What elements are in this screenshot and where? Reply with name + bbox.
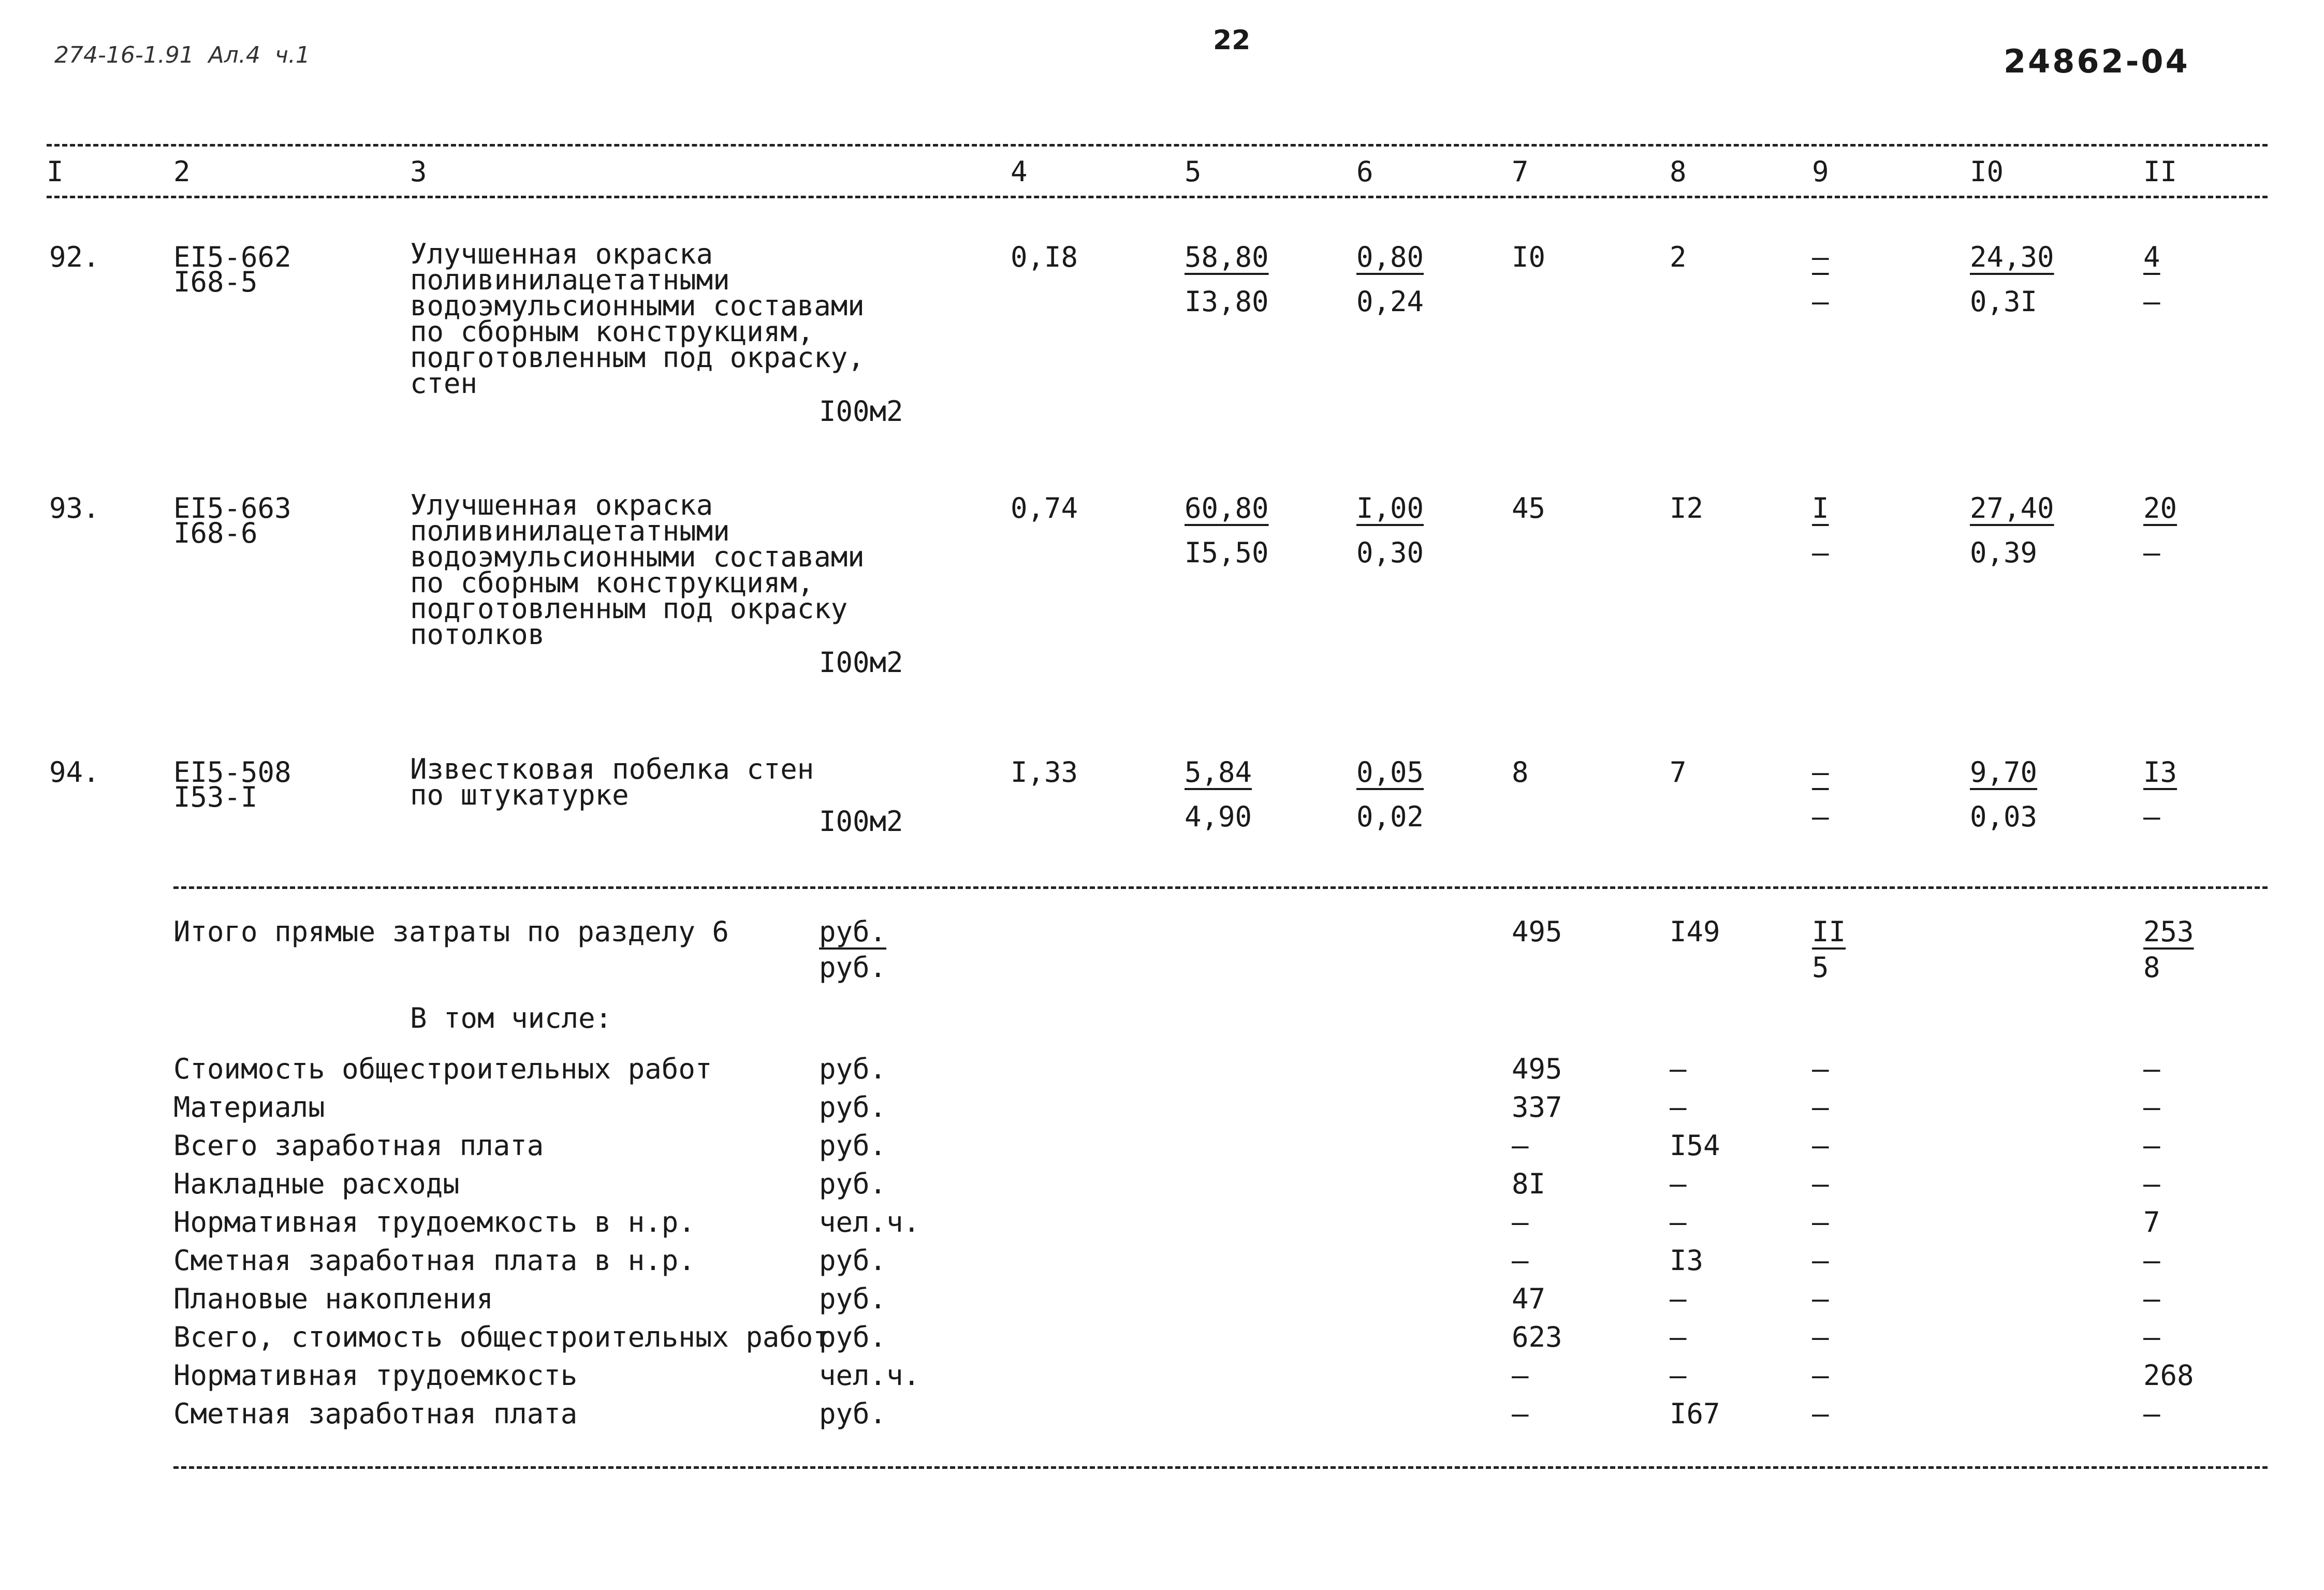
col-header-8: 8 [1670,155,1687,188]
summary-col9: – [1812,1321,1829,1353]
row-unit: I00м2 [819,805,903,838]
col-header-3: 3 [410,155,427,188]
summary-col9: – [1812,1129,1829,1162]
cell-col6-bottom: 0,24 [1356,285,1424,318]
cell-col10-bottom: 0,39 [1970,536,2038,569]
summary-col11: – [2143,1129,2160,1162]
summary-unit: чел.ч. [819,1359,920,1392]
including-label: В том числе: [410,1002,612,1034]
summary-col8: I54 [1670,1129,1720,1162]
cell-col5-top: 58,80 [1185,241,1269,273]
summary-col8: – [1670,1359,1687,1392]
cell-col10-bottom: 0,3I [1970,285,2038,318]
cell-col5-top: 5,84 [1185,756,1252,789]
summary-col7: – [1512,1397,1529,1430]
row-number: 94. [49,756,100,789]
summary-col8: I67 [1670,1397,1720,1430]
summary-col7: – [1512,1129,1529,1162]
summary-col11: 268 [2143,1359,2194,1392]
row-description: Улучшенная окраска поливинилацетатными водоэмульсионными составами по сборным конструкциям, подготовленным под окраску, стен [410,238,865,400]
summary-label: Нормативная трудоемкость [173,1359,578,1392]
summary-col11: 7 [2143,1206,2160,1238]
summary-col8: I3 [1670,1244,1704,1277]
summary-col11: – [2143,1282,2160,1315]
summary-unit: руб. [819,1397,887,1430]
summary-col11: – [2143,1321,2160,1353]
cell-col5-top: 60,80 [1185,492,1269,524]
col-header-11: II [2143,155,2177,188]
summary-label: Всего заработная плата [173,1129,544,1162]
summary-unit: руб. [819,1168,887,1200]
cell-col9-top: I [1812,492,1829,524]
summary-col9: – [1812,1244,1829,1277]
summary-col8: – [1670,1053,1687,1085]
cell-col7: I0 [1512,241,1546,273]
cell-col6-top: 0,05 [1356,756,1424,789]
total-col11-top: 253 [2143,915,2194,948]
summary-col7: – [1512,1206,1529,1238]
row-code-secondary: I68-5 [173,266,258,298]
page-number: 22 [1213,25,1251,56]
summary-col7: 8I [1512,1168,1546,1200]
summary-unit: руб. [819,1321,887,1353]
cell-col4: 0,I8 [1011,241,1078,273]
summary-col9: – [1812,1091,1829,1124]
summary-col7: 623 [1512,1321,1562,1353]
cell-col11-top: I3 [2143,756,2177,789]
summary-col8: – [1670,1321,1687,1353]
cell-col9-top: – [1812,756,1829,789]
summary-label: Сметная заработная плата [173,1397,578,1430]
row-code-secondary: I53-I [173,781,258,813]
cell-col6-top: I,00 [1356,492,1424,524]
cell-col8: I2 [1670,492,1704,524]
cell-col7: 8 [1512,756,1529,789]
cell-col11-top: 20 [2143,492,2177,524]
summary-unit: чел.ч. [819,1206,920,1238]
col-header-9: 9 [1812,155,1829,188]
summary-col7: 337 [1512,1091,1562,1124]
handwritten-reference: 274-16-1.91 Ал.4 ч.1 [54,42,310,68]
total-col9-top: II [1812,915,1846,948]
row-code-primary: ЕI5-662 [173,241,291,273]
total-unit-top: руб. [819,915,887,948]
summary-col11: – [2143,1053,2160,1085]
cell-col11-bottom: – [2143,285,2160,318]
cell-col10-top: 24,30 [1970,241,2054,273]
summary-unit: руб. [819,1053,887,1085]
summary-col8: – [1670,1168,1687,1200]
cell-col9-bottom: – [1812,800,1829,833]
total-label: Итого прямые затраты по разделу 6 [173,915,729,948]
summary-label: Материалы [173,1091,325,1124]
summary-label: Плановые накопления [173,1282,493,1315]
summary-label: Нормативная трудоемкость в н.р. [173,1206,695,1238]
total-col11-bottom: 8 [2143,951,2160,984]
row-unit: I00м2 [819,395,903,428]
cell-col5-bottom: 4,90 [1185,800,1252,833]
row-code-primary: ЕI5-508 [173,756,291,789]
row-description: Известковая побелка стен по штукатурке [410,753,814,811]
summary-col7: 47 [1512,1282,1546,1315]
summary-col8: – [1670,1206,1687,1238]
cell-col9-bottom: – [1812,536,1829,569]
summary-col11: – [2143,1168,2160,1200]
summary-col8: – [1670,1282,1687,1315]
summary-col9: – [1812,1359,1829,1392]
col-header-7: 7 [1512,155,1529,188]
col-header-4: 4 [1011,155,1028,188]
summary-unit: руб. [819,1129,887,1162]
summary-col9: – [1812,1397,1829,1430]
cell-col4: 0,74 [1011,492,1078,524]
row-code-primary: ЕI5-663 [173,492,291,524]
summary-label: Накладные расходы [173,1168,460,1200]
header-top-rule [47,144,2268,147]
row-description: Улучшенная окраска поливинилацетатными водоэмульсионными составами по сборным конструкциям, подготовленным под окраску потолков [410,489,865,651]
cell-col8: 7 [1670,756,1687,789]
cell-col9-bottom: – [1812,285,1829,318]
cell-col10-top: 9,70 [1970,756,2038,789]
summary-col11: – [2143,1091,2160,1124]
footer-rule [173,1466,2268,1469]
cell-col9-top: – [1812,241,1829,273]
summary-unit: руб. [819,1244,887,1277]
cell-col10-bottom: 0,03 [1970,800,2038,833]
row-code-secondary: I68-6 [173,517,258,549]
document-number: 24862-04 [2004,42,2190,80]
section-divider-rule [173,886,2268,889]
summary-col9: – [1812,1053,1829,1085]
summary-label: Всего, стоимость общестроительных работ [173,1321,830,1353]
row-number: 93. [49,492,100,524]
cell-col11-bottom: – [2143,536,2160,569]
summary-label: Сметная заработная плата в н.р. [173,1244,695,1277]
summary-col7: – [1512,1244,1529,1277]
summary-col11: – [2143,1397,2160,1430]
cell-col4: I,33 [1011,756,1078,789]
summary-col9: – [1812,1206,1829,1238]
total-col8: I49 [1670,915,1720,948]
cell-col7: 45 [1512,492,1546,524]
row-unit: I00м2 [819,646,903,679]
summary-col7: 495 [1512,1053,1562,1085]
summary-col7: – [1512,1359,1529,1392]
cell-col8: 2 [1670,241,1687,273]
cell-col6-top: 0,80 [1356,241,1424,273]
summary-label: Стоимость общестроительных работ [173,1053,712,1085]
col-header-6: 6 [1356,155,1373,188]
cell-col11-bottom: – [2143,800,2160,833]
summary-col9: – [1812,1168,1829,1200]
summary-col11: – [2143,1244,2160,1277]
row-number: 92. [49,241,100,273]
cell-col6-bottom: 0,02 [1356,800,1424,833]
total-col9-bottom: 5 [1812,951,1829,984]
cell-col10-top: 27,40 [1970,492,2054,524]
total-unit-bottom: руб. [819,951,887,984]
header-bottom-rule [47,196,2268,198]
col-header-5: 5 [1185,155,1202,188]
summary-col9: – [1812,1282,1829,1315]
summary-col8: – [1670,1091,1687,1124]
total-col7: 495 [1512,915,1562,948]
cell-col6-bottom: 0,30 [1356,536,1424,569]
col-header-2: 2 [173,155,191,188]
cell-col5-bottom: I5,50 [1185,536,1269,569]
cell-col11-top: 4 [2143,241,2160,273]
col-header-10: I0 [1970,155,2004,188]
col-header-1: I [47,155,64,188]
summary-unit: руб. [819,1282,887,1315]
summary-unit: руб. [819,1091,887,1124]
cell-col5-bottom: I3,80 [1185,285,1269,318]
